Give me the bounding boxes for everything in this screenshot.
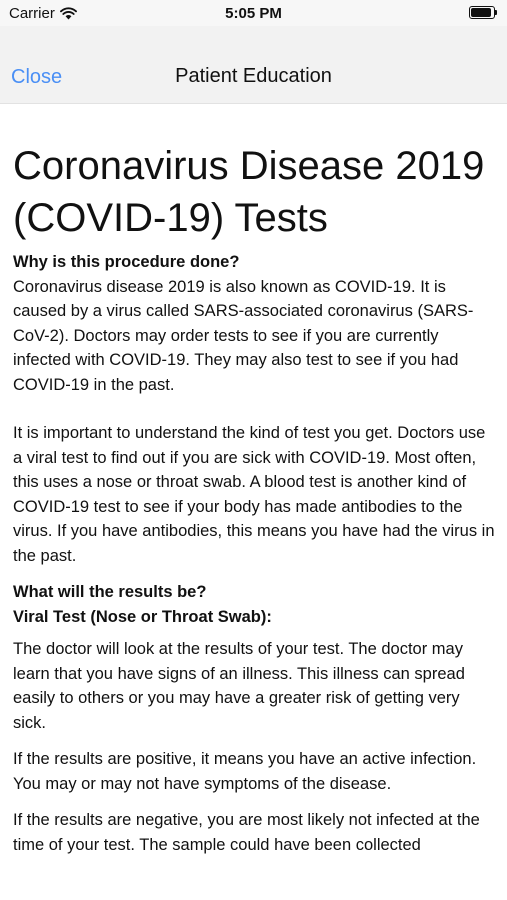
article-title: Coronavirus Disease 2019 (COVID-19) Tests xyxy=(13,144,485,240)
paragraph-viral-3: If the results are negative, you are most likely not infected at the time of your test. The sample could have been collected xyxy=(13,811,480,854)
close-button[interactable]: Close xyxy=(11,66,63,88)
paragraph-why-2: It is important to understand the kind of test you get. Doctors use a viral test to find out if you are sick with COVID-19. Most often, this uses a nose or throat swab. A blood test is another kind of COVID-19 test to see if your body has made antibodies to the virus. If you have antibodies, this means you have had the virus in the past. xyxy=(13,424,495,565)
carrier-label: Carrier xyxy=(9,5,55,22)
status-time: 5:05 PM xyxy=(225,5,282,22)
nav-title: Patient Education xyxy=(175,65,332,87)
section-heading-results: What will the results be? xyxy=(13,583,207,601)
paragraph-viral-2: If the results are positive, it means you have an active infection. You may or may not have symptoms of the disease. xyxy=(13,750,477,793)
article-content xyxy=(13,140,497,857)
status-bar xyxy=(0,0,507,26)
subheading-viral-test: Viral Test (Nose or Throat Swab): xyxy=(13,607,272,626)
battery-icon xyxy=(469,6,497,19)
paragraph-viral-1: The doctor will look at the results of your test. The doctor may learn that you have signs of an illness. This illness can spread easily to others or you may have a greater risk of getting very sick. xyxy=(13,640,465,732)
paragraph-why-1: Coronavirus disease 2019 is also known as COVID-19. It is caused by a virus called SARS-associated coronavirus (SARS-CoV-2). Doctors may order tests to see if you are currently infected with COVID-19. They may also test to see if you had COVID-19 in the past. xyxy=(13,277,474,394)
section-heading-why: Why is this procedure done? xyxy=(13,253,240,271)
navigation-bar xyxy=(0,26,507,104)
